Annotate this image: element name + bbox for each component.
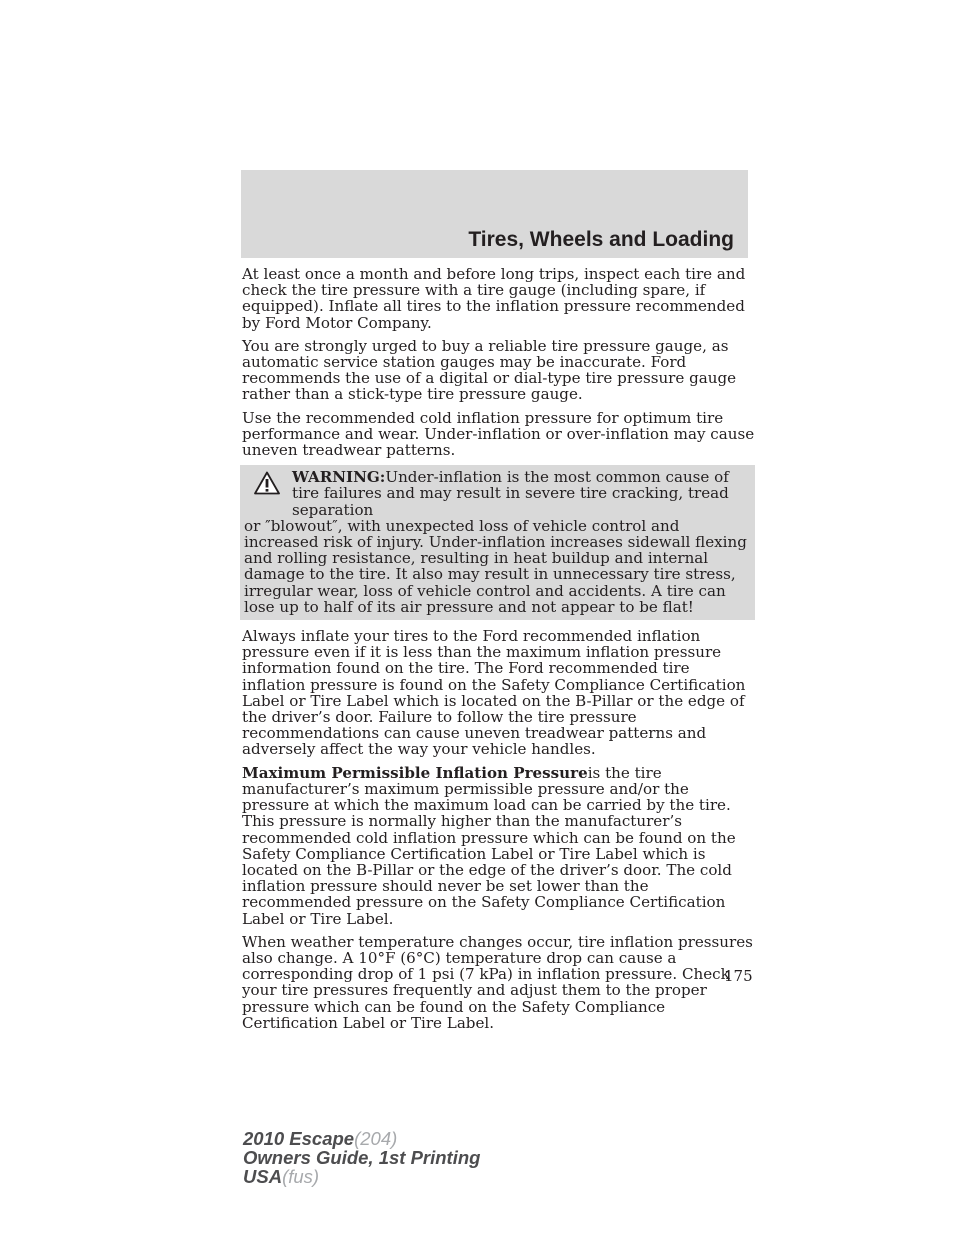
maximum-pressure-definition: is the tire manufacturer’s maximum permissible pressure and/or the pressure at which the maximum load can be carried by the tire. This pressure is normally higher than the manufacturer’s recommended cold inflation pressure which can be found on the Safety Compliance Certification Label or Tire Label which is located on the B-Pillar or the edge of the driver’s door. The cold inflation pressure should never be set lower than the recommended pressure on the Safety Compliance Certification Label or Tire Label.	[242, 763, 736, 928]
warning-box	[240, 465, 755, 620]
footer-model-code: (204)	[354, 1128, 398, 1149]
section-header-band	[241, 170, 748, 258]
paragraph-pressure-gauge: You are strongly urged to buy a reliable tire pressure gauge, as automatic service station gauges may be inaccurate. Ford recommends the use of a digital or dial-type tire pressure gauge rather than a stick-type tire pressure gauge.	[242, 336, 737, 404]
warning-first-lines	[244, 469, 751, 518]
paragraph-temperature-changes: When weather temperature changes occur, tire inflation pressures also change. A 10°F (6°C) temperature drop can cause a corresponding drop of 1 psi (7 kPa) in inflation pressure. Check your tire pressures frequently and adjust them to the proper pressure which can be found on the Safety Compliance Certification Label or Tire Label.	[242, 932, 753, 1032]
warning-text-start: Under-inflation is the most common cause of tire failures and may result in severe tire cracking, tread separation	[292, 468, 729, 519]
footer-line-market	[243, 1167, 480, 1186]
paragraph-always-inflate: Always inflate your tires to the Ford recommended inflation pressure even if it is less than the maximum inflation pressure information found on the tire. The Ford recommended tire inflation pressure is found on the Safety Compliance Certification Label or Tire Label which is located on the B-Pillar or the edge of the driver’s door. Failure to follow the tire pressure recommendations can cause uneven treadwear patterns and adversely affect the way your vehicle handles.	[242, 627, 746, 759]
footer-market: USA	[243, 1166, 283, 1187]
page-content	[242, 266, 757, 1038]
section-title: Tires, Wheels and Loading	[468, 228, 734, 251]
paragraph-maximum-pressure	[242, 765, 757, 927]
warning-triangle-icon	[254, 471, 280, 495]
page-number: 175	[724, 967, 753, 985]
footer-guide: Owners Guide, 1st Printing	[243, 1147, 481, 1168]
warning-label: WARNING:	[292, 468, 386, 487]
warning-text-rest: or ″blowout″, with unexpected loss of vehicle control and increased risk of injury. Under-inflation increases sidewall flexing and rolling resistance, resulting in heat buildup and internal damage to the tire. It also may result in unnecessary tire stress, irregular wear, loss of vehicle control and accidents. A tire can lose up to half of its air pressure and not appear to be flat!	[244, 516, 747, 616]
document-footer	[243, 1129, 480, 1186]
term-maximum-permissible-inflation-pressure: Maximum Permissible Inflation Pressure	[242, 763, 588, 782]
paragraph-monthly-inspection: At least once a month and before long trips, inspect each tire and check the tire pressure with a tire gauge (including spare, if equipped). Inflate all tires to the inflation pressure recommended by Ford Motor Company.	[242, 265, 746, 332]
paragraph-cold-inflation: Use the recommended cold inflation pressure for optimum tire performance and wear. Under-inflation or over-inflation may cause uneven treadwear patterns.	[242, 408, 755, 460]
footer-model: 2010 Escape	[243, 1128, 355, 1149]
footer-market-code: (fus)	[282, 1166, 320, 1187]
footer-line-model	[243, 1129, 480, 1148]
